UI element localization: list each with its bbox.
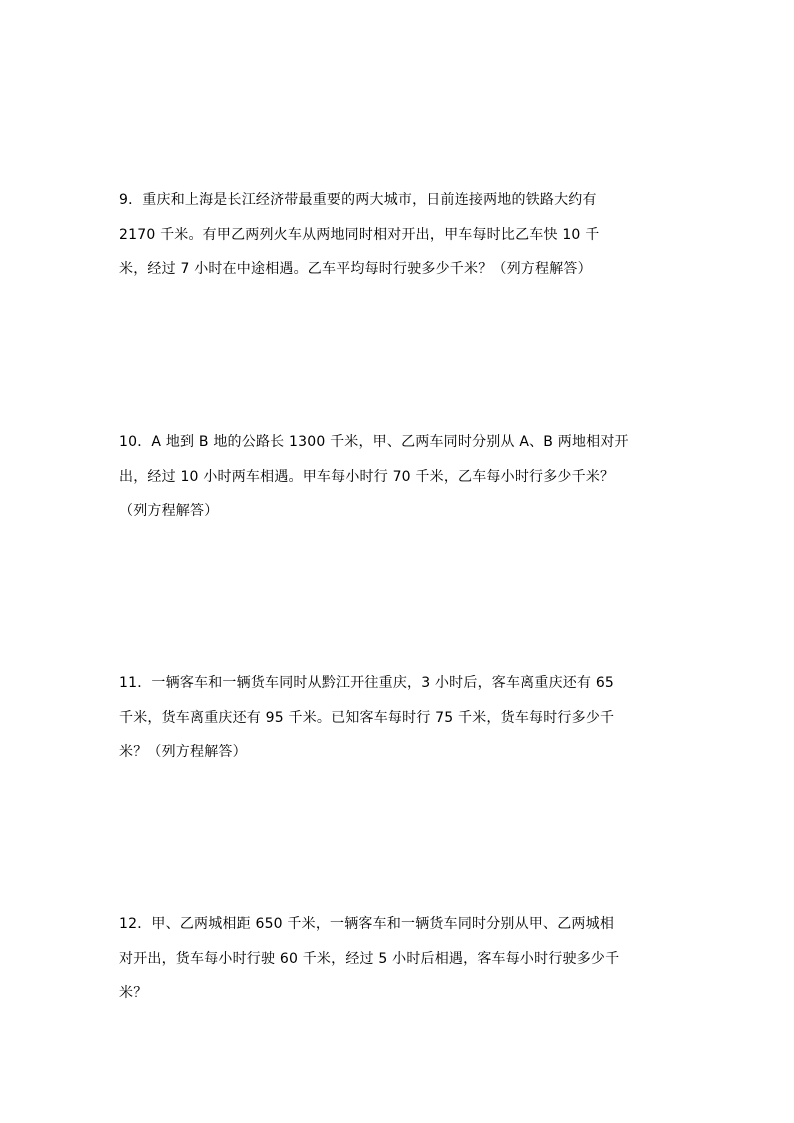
- problem-line: 米？: [119, 985, 148, 1001]
- problem-line: 2170 千米。有甲乙两列火车从两地同时相对开出，甲车每时比乙车快 10 千: [119, 226, 600, 243]
- problem-10: [119, 430, 679, 534]
- problem-line: （列方程解答）: [119, 503, 219, 519]
- problem-line: 10．A 地到 B 地的公路长 1300 千米，甲、乙两车同时分别从 A、B 两地相对开: [119, 434, 629, 450]
- problem-12: [119, 912, 679, 1016]
- problem-line: 9．重庆和上海是长江经济带最重要的两大城市，日前连接两地的铁路大约有: [119, 192, 597, 208]
- problem-line: 千米，货车离重庆还有 95 千米。已知客车每时行 75 千米，货车每时行多少千: [119, 709, 615, 726]
- problem-line: 出，经过 10 小时两车相遇。甲车每小时行 70 千米，乙车每小时行多少千米？: [119, 468, 615, 485]
- problem-line: 对开出，货车每小时行驶 60 千米，经过 5 小时后相遇，客车每小时行驶多少千: [119, 950, 620, 967]
- problem-line: 12．甲、乙两城相距 650 千米，一辆客车和一辆货车同时分别从甲、乙两城相: [119, 916, 615, 932]
- problem-line: 米？（列方程解答）: [119, 744, 247, 760]
- problem-11: [119, 671, 679, 775]
- problem-line: 米，经过 7 小时在中途相遇。乙车平均每时行驶多少千米？（列方程解答）: [119, 261, 592, 277]
- problem-9: [119, 188, 679, 292]
- problem-line: 11．一辆客车和一辆货车同时从黔江开往重庆，3 小时后，客车离重庆还有 65: [119, 675, 615, 691]
